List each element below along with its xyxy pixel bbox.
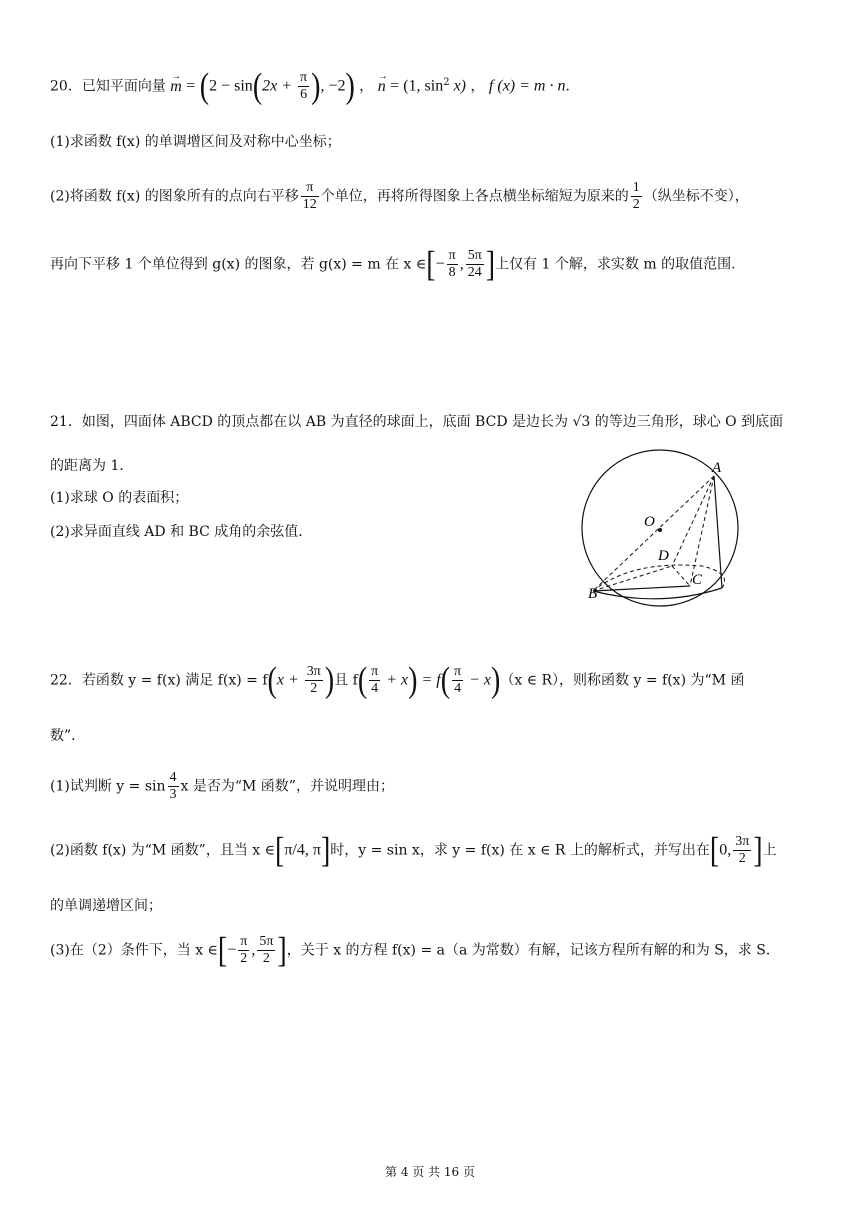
q22-p2c: 0, — [719, 841, 732, 859]
frac-5pi-2: $\frac{5\pi}{2}$ — [259, 934, 274, 966]
n-sq: 2 — [443, 76, 450, 88]
frac-4-3: $\frac{4}{3}$ — [169, 770, 177, 802]
q20-p3a: 再向下平移 1 个单位得到 g(x) 的图象，若 g(x) = m 在 x ∈ — [50, 256, 427, 273]
frac-3pi-2: $\frac{3\pi}{2}$ — [306, 664, 321, 696]
sep1: ， — [359, 78, 374, 95]
q20-part2 — [50, 180, 749, 216]
dot: ． — [565, 78, 580, 95]
frac-pi-2: $\frac{\pi}{2}$ — [240, 934, 248, 966]
q22-p3a: (3)在（2）条件下，当 x ∈ — [50, 942, 218, 959]
q21-part2: (2)求异面直线 AD 和 BC 成角的余弦值． — [50, 524, 313, 540]
plus-x: + x — [382, 671, 409, 689]
q20-p2a: (2)将函数 f(x) 的图象所有的点向右平移 — [50, 188, 299, 205]
m-expr-b: 2x + — [262, 77, 297, 95]
page-footer: 第 4 页 共 16 页 — [385, 1165, 475, 1179]
vector-m: → m — [170, 77, 182, 97]
q21-stem-cont: 的距离为 1． — [50, 458, 134, 474]
label-C: C — [692, 572, 703, 588]
frac-pi-8: $\frac{\pi}{8}$ — [448, 248, 456, 280]
q22-p1a: (1)试判断 y = sin — [50, 778, 166, 795]
q22-part3: (3)在（2）条件下，当 x ∈[− $\frac{\pi}{2}$ , $\frac{5\pi}{2}$ ]，关于 x 的方程 f(x) = a（a 为常数）有解，记该方程所有解的和为 S，求 S． — [50, 929, 780, 970]
label-D: D — [658, 548, 669, 564]
q22-stem-cont: 数”． — [50, 728, 86, 744]
q20-prefix: 20．已知平面向量 — [50, 78, 166, 95]
q21-part1: (1)求球 O 的表面积； — [50, 490, 189, 506]
q20-part1: (1)求函数 f(x) 的单调增区间及对称中心坐标； — [50, 134, 341, 150]
q22-p1b: x 是否为“M 函数”，并说明理由； — [180, 778, 394, 795]
q22-l1a: 22．若函数 y = f(x) 满足 f(x) = f — [50, 672, 268, 689]
sphere-figure — [572, 448, 762, 608]
vector-n: → n — [378, 77, 386, 97]
q21-stem: 21．如图，四面体 ABCD 的顶点都在以 AB 为直径的球面上，底面 BCD 是边长为 √3 的等边三角形，球心 O 到底面 — [50, 414, 784, 430]
label-O: O — [644, 514, 655, 530]
label-A: A — [712, 460, 722, 476]
q20-part2-cont: 再向下平移 1 个单位得到 g(x) 的图象，若 g(x) = m 在 x ∈[− $\frac{\pi}{8}$ , $\frac{5\pi}{24}$ ]上仅有 1 个解，求实数 m 的取值范围. — [50, 243, 736, 284]
q20-p2c: （纵坐标不变）， — [643, 188, 749, 205]
label-B: B — [588, 586, 598, 602]
n-end: x) — [449, 77, 467, 95]
q22-part2: (2)函数 f(x) 为“M 函数”，且当 x ∈[π/4, π]时，y = sin x，求 y = f(x) 在 x ∈ R 上的解析式，并写出在[0, $\frac{3\pi}{2}$ ]上 — [50, 829, 777, 870]
f-def: f (x) = m · n — [488, 77, 566, 95]
q22-p2a: (2)函数 f(x) 为“M 函数”，且当 x ∈ — [50, 842, 275, 859]
q22-stem: 22．若函数 y = f(x) 满足 f(x) = f(x + $\frac{3\pi}{2}$ )且 f( $\frac{\pi}{4}$ + x) = f( $\frac{\pi}{4}$ − x)（x ∈ R），则称函数 y = f(x) 为“M 函 — [50, 659, 745, 700]
q22-p2b: 时，y = sin x，求 y = f(x) 在 x ∈ R 上的解析式，并写出在 — [330, 842, 710, 859]
q22-part1 — [50, 770, 394, 806]
minus-x: − x — [465, 671, 492, 689]
q22-l1b: 且 f — [334, 672, 358, 689]
q22-l1c: （x ∈ R），则称函数 y = f(x) 为“M 函 — [500, 672, 745, 689]
q22-l1x: x + — [276, 671, 303, 689]
q22-p3b: ，关于 x 的方程 f(x) = a（a 为常数）有解，记该方程所有解的和为 S，求 S． — [286, 942, 780, 959]
frac-pi-4-b: $\frac{\pi}{4}$ — [454, 664, 462, 696]
n-expr: = (1, sin — [390, 77, 444, 95]
q22-p2-int: π/4, π — [284, 841, 321, 859]
q22-p2d: 上 — [762, 842, 777, 859]
frac-pi-12: $\frac{\pi}{12}$ — [302, 180, 317, 212]
frac-half: $\frac{1}{2}$ — [632, 180, 640, 212]
q22-part2-cont: 的单调递增区间； — [50, 898, 162, 914]
frac-3pi-2-b: $\frac{3\pi}{2}$ — [735, 834, 750, 866]
q20-p2b: 个单位，再将所得图象上各点横坐标缩短为原来的 — [320, 188, 629, 205]
sep2: ， — [470, 78, 485, 95]
m-expr-c: , −2 — [320, 77, 346, 95]
m-expr-a: 2 − sin — [209, 77, 253, 95]
eq-f: = f — [417, 671, 441, 689]
frac-5pi-24: $\frac{5\pi}{24}$ — [467, 248, 482, 280]
frac-pi-6: $\frac{\pi}{6}$ — [300, 70, 308, 102]
q20-p3b: 上仅有 1 个解，求实数 m 的取值范围. — [495, 256, 736, 273]
q20-intro: 20．已知平面向量 → m = (2 − sin(2x + $\frac{\pi}{6}$ ), −2) ， → n = (1, $\sin^2 x$) ， f (x) = m · n． — [50, 70, 579, 106]
frac-pi-4-a: $\frac{\pi}{4}$ — [371, 664, 379, 696]
